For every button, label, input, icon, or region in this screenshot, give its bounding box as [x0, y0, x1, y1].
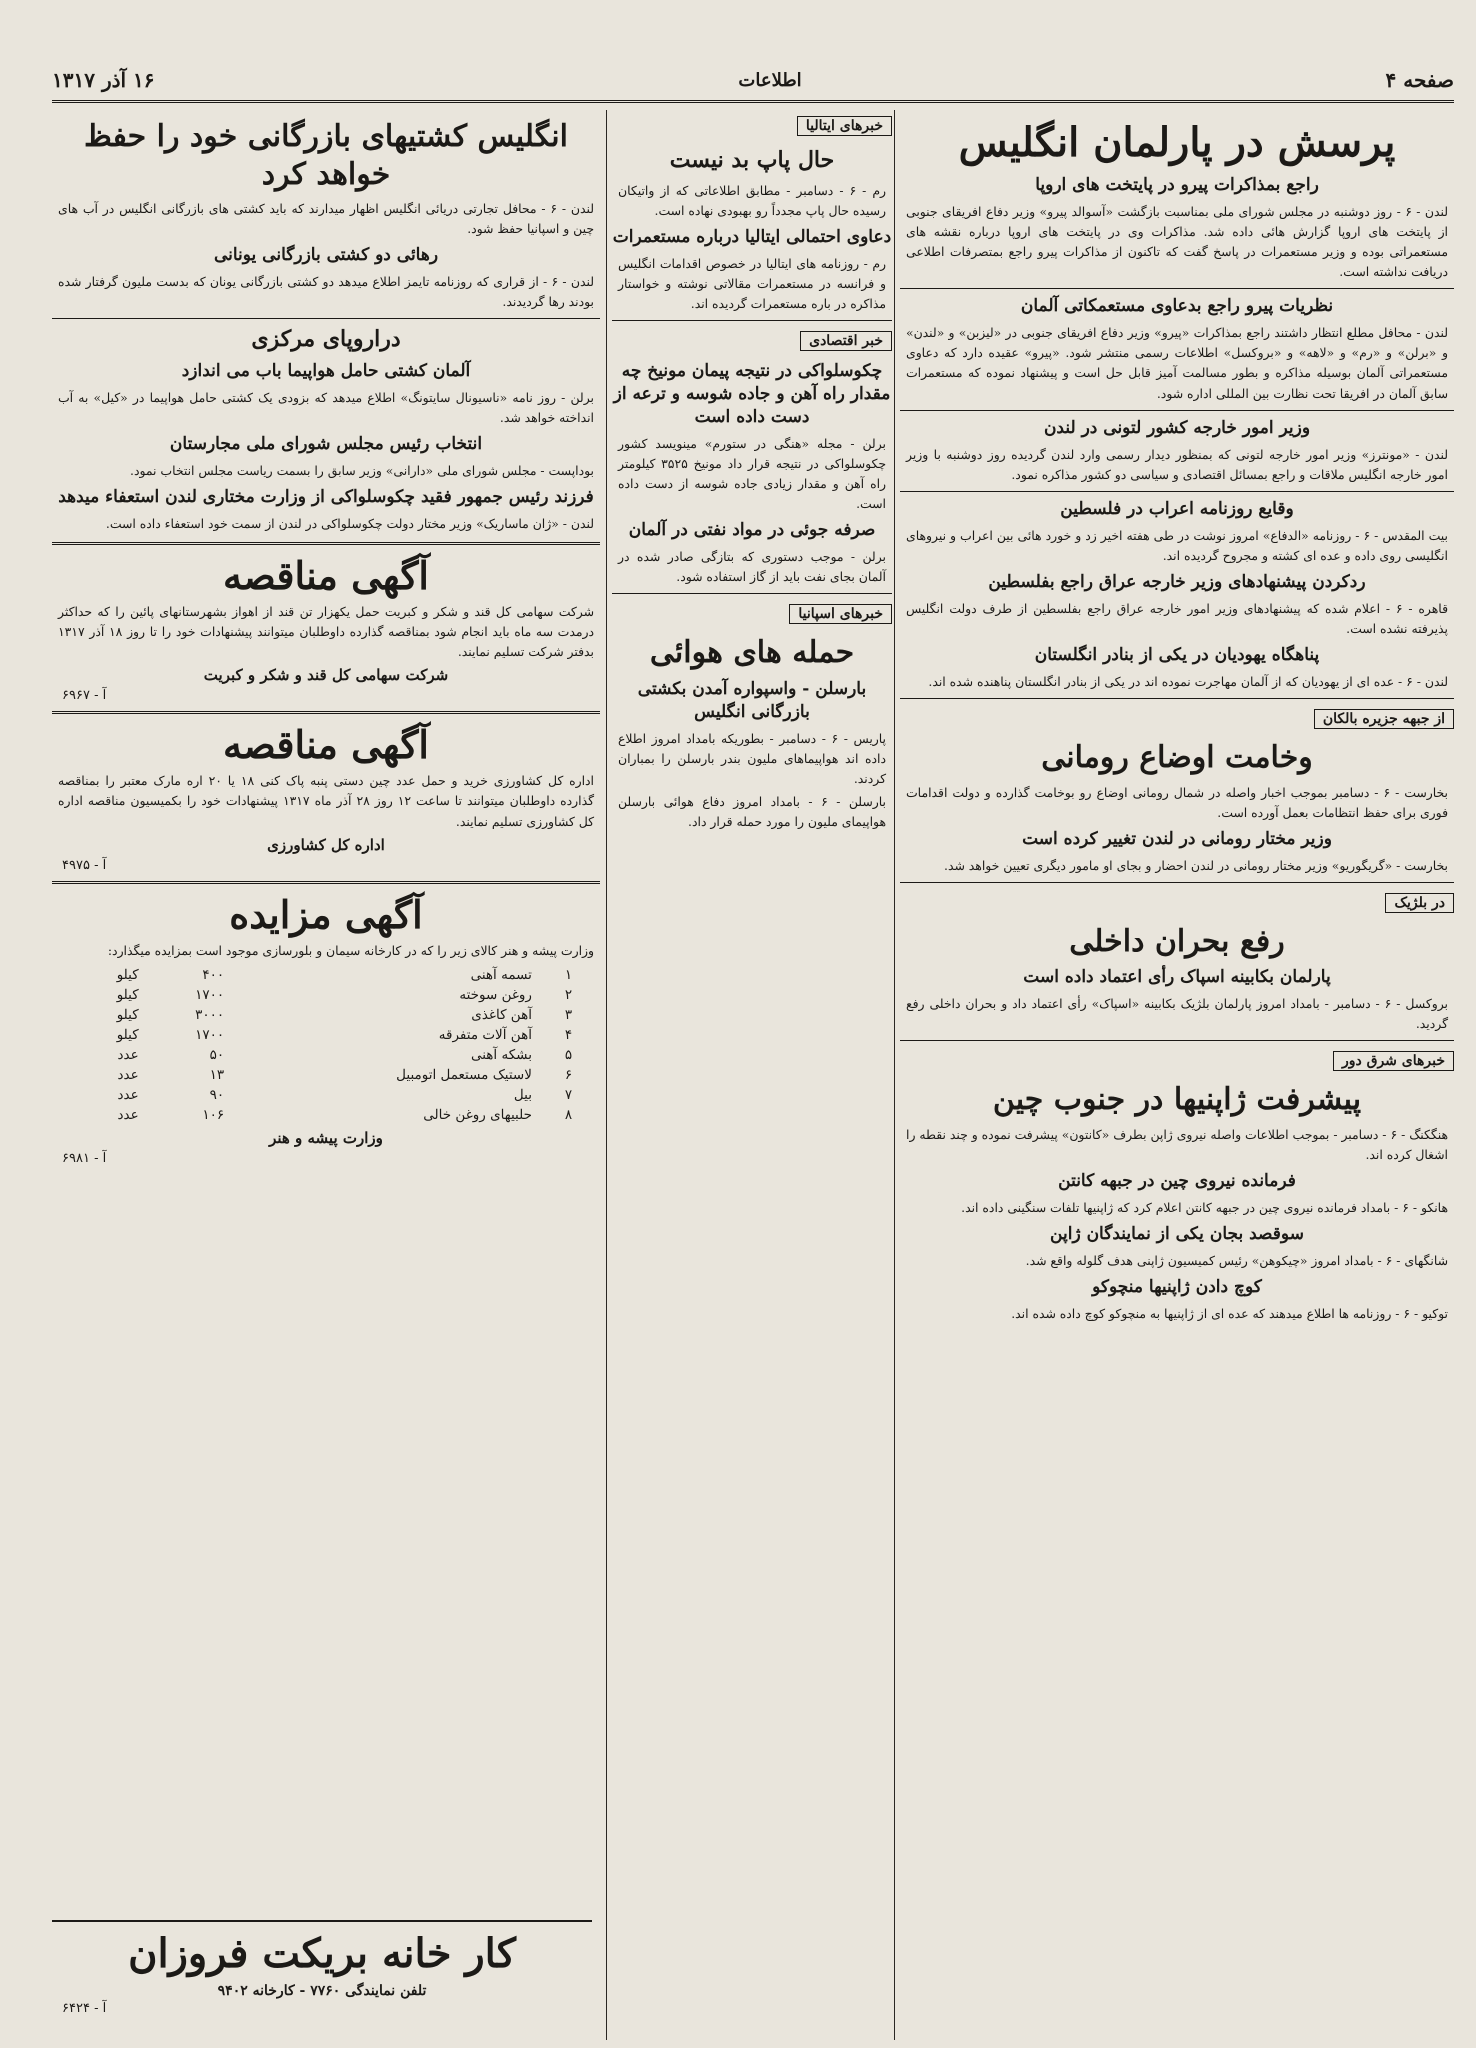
ad-title: آگهی مناقصه — [223, 722, 429, 768]
article-text: هنگکنگ - ۶ - دسامبر - بموجب اطلاعات واصله نیروی ژاپن بطرف «کانتون» پیشرفت نموده و چند نقطه را اشغال کرده اند. — [906, 1126, 1448, 1162]
ad-code: آ - ۶۴۲۴ — [62, 2001, 107, 2016]
item-num: ۶ — [564, 1066, 573, 1083]
newspaper-page — [52, 50, 1454, 2040]
page-label: صفحه ۴ — [1385, 68, 1454, 92]
item-name: تسمه آهنی — [470, 966, 532, 983]
ad-text: شرکت سهامی کل قند و شکر و کبریت حمل یکهزار تن قند از اهواز بشهرستانهای پائین را که حداکثر درمدت سه ماه باید انجام شود بمناقصه گذارده داوطلبان میتوانند پیشنهادات خود را تا روز ۱۸ آذر ۱۳۱۷ بدفتر شرکت تسلیم نمایند. — [58, 604, 594, 660]
item-num: ۵ — [564, 1046, 573, 1063]
ad-signature: اداره کل کشاورزی — [267, 835, 385, 854]
item-qty: ۳۰۰۰ — [195, 1006, 225, 1023]
headline-carrier: آلمان کشتی حامل هواپیما باب می اندازد — [181, 360, 471, 381]
section-tag: خبرهای اسپانیا — [789, 604, 892, 624]
article-text: رم - روزنامه های ایتالیا در خصوص اقدامات انگلیس و فرانسه در مستعمرات مقالاتی نوشته و خواستار مذاکره در باره مستعمرات گردیده اند. — [618, 255, 886, 311]
ad-title: آگهی مناقصه — [223, 553, 429, 599]
item-name: آهن کاغذی — [471, 1006, 532, 1023]
table-row — [74, 1005, 578, 1025]
section-tag: خبرهای ایتالیا — [797, 116, 892, 136]
table-row — [74, 1025, 578, 1045]
issue-date: ۱۶ آذر ۱۳۱۷ — [52, 68, 155, 92]
headline-oil-saving: صرفه جوئی در مواد نفتی در آلمان — [628, 520, 876, 541]
headline-italy-colonies: دعاوی احتمالی ایتالیا درباره مستعمرات — [612, 226, 892, 247]
table-row — [74, 1065, 578, 1085]
headline-belgium: رفع بحران داخلی — [1069, 923, 1285, 959]
headline-hungary: انتخاب رئیس مجلس شورای ملی مجارستان — [169, 434, 483, 455]
headline-iraq: ردکردن پیشنهادهای وزیر خارجه عراق راجع بفلسطین — [988, 571, 1366, 592]
headline-romania: وخامت اوضاع رومانی — [1041, 740, 1313, 776]
subhead-belgium: پارلمان بکابینه اسپاک رأی اعتماد داده است — [1023, 967, 1331, 988]
item-unit: عدد — [117, 1046, 139, 1063]
section-tag: خبر اقتصادی — [800, 331, 892, 351]
article-text: بروکسل - ۶ - دسامبر - بامداد امروز پارلمان بلژیک بکابینه «اسپاک» رأی اعتماد داد و بحران داخلی رفع گردید. — [906, 996, 1448, 1032]
article-text: قاهره - ۶ - اعلام شده که پیشنهادهای وزیر امور خارجه عراق راجع بفلسطین از طرف دولت انگلیس پذیرفته نشده است. — [906, 600, 1448, 636]
item-name: لاستیک مستعمل اتومبیل — [396, 1066, 532, 1083]
headline-czech: چکوسلواکی در نتیجه پیمان مونیخ چه مقدار راه آهن و جاده شوسه و ترعه از دست داده است — [613, 361, 891, 427]
subhead-parliament: راجع بمذاکرات پیرو در پایتخت های اروپا — [1035, 175, 1319, 195]
headline-romania-envoy: وزیر مختار رومانی در لندن تغییر کرده است — [1022, 828, 1332, 849]
article-text: برلن - مجله «هنگی در ستورم» مینویسد کشور چکوسلواکی در نتیجه قرار داد مونیخ ۳۵۲۵ کیلومتر راه آهن و مقدار زیادی جاده شوسه از دست داده است. — [618, 435, 886, 512]
ad-signature: وزارت پیشه و هنر — [269, 1128, 383, 1147]
ad-code: آ - ۴۹۷۵ — [62, 857, 107, 873]
item-unit: عدد — [117, 1086, 139, 1103]
item-unit: کیلو — [116, 1006, 139, 1023]
item-qty: ۵۰ — [209, 1046, 225, 1063]
article-text: بارسلن - ۶ - بامداد امروز دفاع هوائی بارسلن هواپیمای ملیون را مورد حمله قرار داد. — [618, 793, 886, 830]
auction-ad — [52, 892, 600, 1166]
section-tag: از جبهه جزیره بالکان — [1314, 709, 1454, 729]
item-name: حلبیهای روغن خالی — [423, 1106, 532, 1123]
item-num: ۳ — [564, 1006, 573, 1023]
table-row — [74, 1045, 578, 1065]
headline-central-europe: دراروپای مرکزی — [251, 326, 401, 353]
headline-colonial-claims: نظریات پیرو راجع بدعاوی مستعمکاتی آلمان — [1020, 296, 1334, 317]
ad-signature: شرکت سهامی کل قند و شکر و کبریت — [203, 666, 449, 685]
item-qty: ۱۷۰۰ — [195, 986, 225, 1003]
headline-refuge: پناهگاه یهودیان در یکی از بنادر انگلستان — [1034, 645, 1320, 665]
item-unit: کیلو — [116, 966, 139, 983]
subhead-air-raids: بارسلن - واسپواره آمدن بکشتی بازرگانی انگلیس — [637, 678, 867, 722]
section-tag: خبرهای شرق دور — [1333, 1051, 1454, 1071]
auction-items-table — [74, 965, 578, 1125]
ad-title: آگهی مزایده — [229, 891, 423, 937]
item-unit: کیلو — [116, 986, 139, 1003]
briquette-factory-ad — [52, 1920, 592, 2040]
table-row — [74, 965, 578, 985]
table-row — [74, 985, 578, 1005]
headline-palestine: وقایع روزنامه اعراب در فلسطین — [1060, 498, 1294, 519]
table-row — [74, 1085, 578, 1105]
article-text: بخارست - ۶ - دسامبر بموجب اخبار واصله در شمال رومانی اوضاع رو بوخامت گذارده و دولت اقدامات فوری برای حفظ انتظامات بعمل آورده است. — [906, 784, 1448, 820]
article-text: هانکو - ۶ - بامداد فرمانده نیروی چین در جبهه کانتن اعلام کرد که ژاپنیها تلفات سنگینی داده اند. — [961, 1200, 1448, 1215]
article-text: لندن - ۶ - عده ای از یهودیان که از آلمان مهاجرت نموده اند در یکی از بنادر انگلستان پناهنده شده اند. — [928, 673, 1448, 689]
item-num: ۴ — [564, 1026, 573, 1043]
headline-pope: حال پاپ بد نیست — [669, 147, 835, 173]
article-text: بوداپست - مجلس شورای ملی «دارانی» وزیر سابق را بسمت ریاست مجلس انتخاب نمود. — [130, 462, 594, 478]
item-qty: ۱۳ — [209, 1066, 225, 1083]
ad-text: وزارت پیشه و هنر کالای زیر را که در کارخانه سیمان و بلورسازی موجود است بمزایده میگذارد: — [107, 942, 594, 958]
article-text: رم - ۶ - دسامبر - مطابق اطلاعاتی که از واتیکان رسیده حال پاپ مجدداً رو بهبودی نهاده است. — [618, 182, 886, 218]
ad-title: کار خانه بریکت فروزان — [128, 1930, 516, 1977]
article-text: برلن - موجب دستوری که بتازگی صادر شده در آلمان بجای نفت باید از گاز استفاده شود. — [618, 549, 886, 585]
ad-code: آ - ۶۹۶۷ — [62, 688, 107, 704]
column-rule — [894, 110, 895, 2040]
article-text: بخارست - «گریگوریو» وزیر مختار رومانی در لندن احضار و بجای او مامور دیگری تعیین خواهد شد. — [944, 857, 1448, 873]
tender-ad-sugar — [52, 553, 600, 703]
right-column — [900, 112, 1454, 2038]
article-text: لندن - محافل مطلع انتظار داشتند راجع بمذاکرات «پیرو» وزیر دفاع افریقای جنوبی در «لیزبن» و «لندن» و «برلن» و «رم» و «لاهه» و «بروکسل» اطلاعات رسمی منتشر شود. «پیرو» عقیده دارد که دعاوی مستعمراتی آلمان بوسیله مذاکره و بطور مسالمت آمیز قابل حل است و پیشنهاد نموده که مستعمرات سابق آلمان در افریقا تحت نظارت بین المللی اداره شود. — [906, 325, 1448, 401]
headline-greek-ships: رهائی دو کشتی بازرگانی یونانی — [213, 245, 439, 266]
item-num: ۲ — [564, 986, 573, 1003]
item-name: روغن سوخته — [459, 986, 532, 1003]
item-qty: ۹۰ — [209, 1086, 225, 1103]
ad-text: اداره کل کشاورزی خرید و حمل عدد چین دستی پنبه پاک کنی ۱۸ یا ۲۰ اره مارک معتبر را بمناقصه گذارده داوطلبان میتوانند تا ساعت ۱۲ روز ۲۸ آذر ماه ۱۳۱۷ پیشنهادات خود را بکمیسیون مناقصه اداره کل کشاورزی تسلیم نمایند. — [58, 773, 594, 829]
item-qty: ۴۰۰ — [202, 966, 225, 983]
headline-merchant-ships: انگلیس کشتیهای بازرگانی خود را حفظ خواهد کرد — [84, 119, 568, 192]
article-text: توکیو - ۶ - روزنامه ها اطلاع میدهند که عده ای از ژاپنیها به منچوکو کوچ داده شده اند. — [1011, 1306, 1448, 1322]
section-tag: در بلژیک — [1385, 893, 1454, 913]
article-text: لندن - ۶ - محافل تجارتی دریائی انگلیس اظهار میدارند که باید کشتی های بازرگانی انگلیس در آب های چین و اسپانیا حفظ شود. — [58, 201, 595, 237]
article-text: شانگهای - ۶ - بامداد امروز «چیکوهن» رئیس کمیسیون ژاپنی هدف گلوله واقع شد. — [1025, 1253, 1448, 1269]
ad-phones: تلفن نمایندگی ۷۷۶۰ - کارخانه ۹۴۰۲ — [217, 1983, 427, 1999]
item-unit: عدد — [117, 1106, 139, 1123]
tender-ad-agriculture — [52, 722, 600, 872]
item-name: آهن آلات متفرقه — [438, 1026, 532, 1043]
article-text: پاریس - ۶ - دسامبر - بطوریکه بامداد امروز اطلاع داده اند هواپیماهای ملیون بندر بارسلن را بمباران کردند. — [618, 730, 886, 786]
headline-parliament: پرسش در پارلمان انگلیس — [958, 119, 1396, 166]
item-num: ۸ — [564, 1106, 573, 1123]
middle-column — [612, 112, 892, 2038]
article-text: برلن - روز نامه «ناسیونال سایتونگ» اطلاع میدهد که بزودی یک کشتی حامل هواپیما در «کیل» به آب انداخته خواهد شد. — [58, 389, 594, 425]
article-text: لندن - «مونترز» وزیر امور خارجه لتونی که بمنظور دیدار رسمی وارد لندن گردیده روز دوشنبه با وزیر امور خارجه انگلیس ملاقات و راجع بمسائل اقتصادی و سیاسی دو کشور مذاکره نمود. — [906, 446, 1448, 482]
item-unit: کیلو — [116, 1026, 139, 1043]
ad-code: آ - ۶۹۸۱ — [62, 1150, 107, 1166]
column-rule — [606, 110, 607, 2040]
article-text: لندن - ۶ - روز دوشنبه در مجلس شورای ملی بمناسبت بازگشت «آسوالد پیرو» وزیر دفاع افریقای جنوبی از پایتخت های اروپا گزارش هائی داده شد. مذاکرات وی در پایتخت های اروپا درباره نقشه های مستعمراتی بوده و وزیر مستعمرات در پاسخ گفت که تاکنون از مذاکرات پیرو راجع بمتصرفات اطلاعی دریافت نداشته است. — [906, 203, 1448, 280]
item-num: ۱ — [564, 966, 573, 983]
headline-masaryk: فرزند رئیس جمهور فقید چکوسلواکی از وزارت مختاری لندن استعفاء میدهد — [58, 487, 594, 508]
item-qty: ۱۰۶ — [202, 1106, 225, 1123]
paper-name: اطلاعات — [738, 69, 802, 91]
article-text: بیت المقدس - ۶ - روزنامه «الدفاع» امروز نوشت در طی هفته اخیر زد و خورد هائی بین اعراب و نیروهای انگلیسی روی داده و عده ای کشته و مجروح گردیده اند. — [906, 527, 1448, 563]
headline-japan-china: پیشرفت ژاپنیها در جنوب چین — [992, 1082, 1362, 1118]
item-name: بیل — [513, 1086, 532, 1103]
article-text: لندن - «ژان ماساریک» وزیر مختار دولت چکوسلواکی در لندن از سمت خود استعفاء داده است. — [105, 516, 594, 531]
article-text: لندن - ۶ - از قراری که روزنامه تایمز اطلاع میدهد دو کشتی بازرگانی یونان که بدست ملیون گرفتار شده بودند رها گردیدند. — [58, 274, 594, 310]
headline-manchukuo: کوچ دادن ژاپنیها منچوکو — [1092, 1277, 1262, 1298]
item-num: ۷ — [564, 1086, 573, 1103]
headline-assassination: سوقصد بجان یکی از نمایندگان ژاپن — [1050, 1224, 1304, 1245]
table-row — [74, 1105, 578, 1125]
item-name: بشکه آهنی — [470, 1046, 532, 1063]
masthead — [52, 60, 1454, 103]
headline-canton: فرمانده نیروی چین در جبهه کانتن — [1058, 1171, 1296, 1192]
headline-latvia: وزیر امور خارجه کشور لتونی در لندن — [1043, 417, 1311, 438]
left-column — [52, 112, 600, 1912]
item-qty: ۱۷۰۰ — [195, 1026, 225, 1043]
item-unit: عدد — [117, 1066, 139, 1083]
headline-air-raids: حمله های هوائی — [649, 635, 855, 671]
